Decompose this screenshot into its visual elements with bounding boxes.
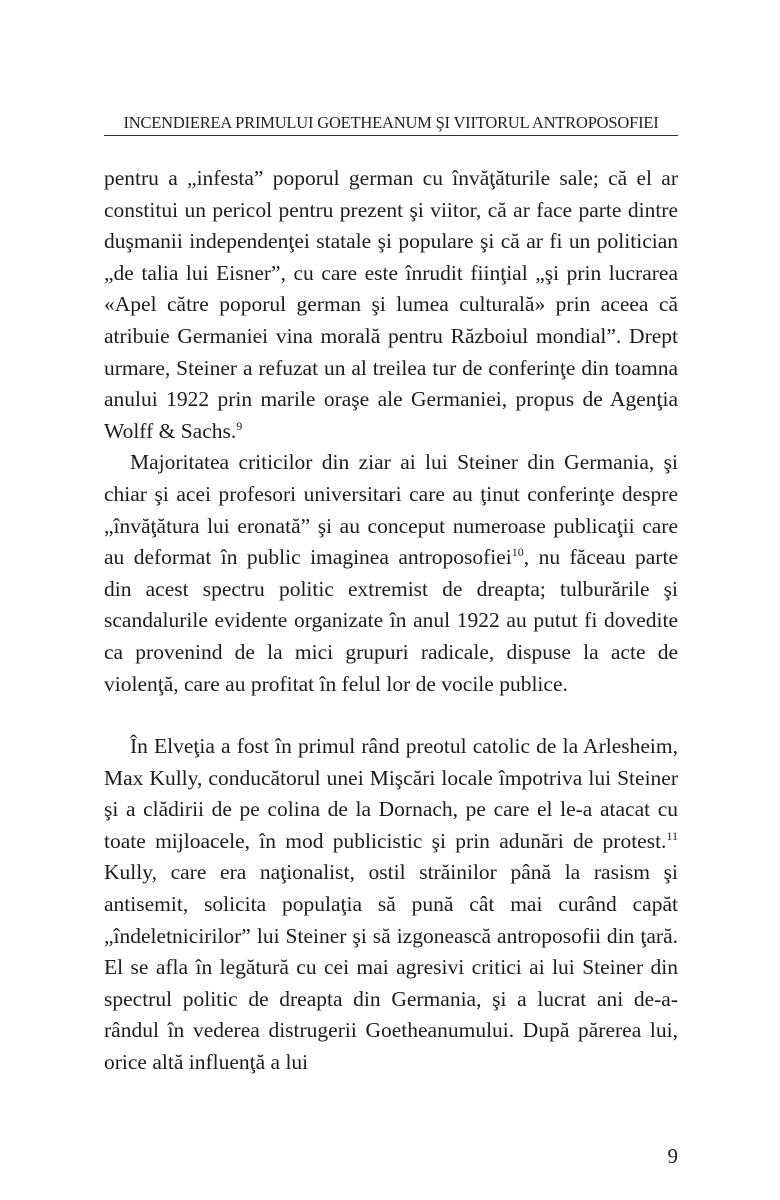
footnote-marker: 10 [511, 545, 524, 560]
paragraph-1 [104, 163, 678, 447]
paragraph-text-continued: Kully, care era naţionalist, ostil străinilor până la rasism şi antisemit, solicita populaţia să pună cât mai curând capăt „îndeletnicirilor” lui Steiner şi să izgonească antroposofii din ţară. El se afla în legătură cu cei mai agresivi critici ai lui Steiner din spectrul politic de dreapta din Germania, şi a lucrat ani de-a-rândul în vederea distrugerii Goetheanumului. După părerea lui, orice altă influenţă a lui [104, 860, 678, 1075]
footnote-marker: 11 [666, 828, 678, 843]
paragraph-2 [104, 447, 678, 700]
body-text [104, 163, 678, 1079]
running-header: INCENDIEREA PRIMULUI GOETHEANUM ŞI VIITORUL ANTROPOSOFIEI [123, 113, 659, 132]
paragraph-text: Majoritatea criticilor din ziar ai lui Steiner din Germania, şi chiar şi acei profesori universitari care au ţinut conferinţe despre „învăţătura lui eronată” şi au conceput numeroase publicaţii care au deformat în public imaginea antroposofiei [104, 450, 678, 570]
paragraph-text-continued: , nu făceau parte din acest spectru politic extremist de dreapta; tulburările şi scandalurile evidente organizate în anul 1922 au putut fi dovedite ca provenind de la mici grupuri radicale, dispuse la acte de violenţă, care au profitat în felul lor de vocile publice. [104, 545, 678, 696]
footnote-marker: 9 [236, 418, 243, 433]
page-number: 9 [667, 1144, 678, 1168]
paragraph-text: În Elveţia a fost în primul rând preotul catolic de la Arlesheim, Max Kully, conducătorul unei Mişcări locale împotriva lui Steiner şi a clădirii de pe colina de la Dornach, pe care el le-a atacat cu toate mijloacele, în mod publicistic şi prin adunări de protest. [104, 734, 678, 853]
paragraph-text: pentru a „infesta” poporul german cu învăţăturile sale; că el ar constitui un pericol pentru prezent şi viitor, că ar face parte dintre duşmanii independenţei statale şi populare şi că ar fi un politician „de talia lui Eisner”, cu care este înrudit fiinţial „şi prin lucrarea «Apel către poporul german şi lumea culturală» prin aceea că atribuie Germaniei vina morală pentru Războiul mondial”. Drept urmare, Steiner a refuzat un al treilea tur de conferinţe din toamna anului 1922 prin marile oraşe ale Germaniei, propus de Agenţia Wolff & Sachs. [104, 166, 678, 443]
paragraph-3 [104, 731, 678, 1079]
header-rule [104, 135, 678, 136]
